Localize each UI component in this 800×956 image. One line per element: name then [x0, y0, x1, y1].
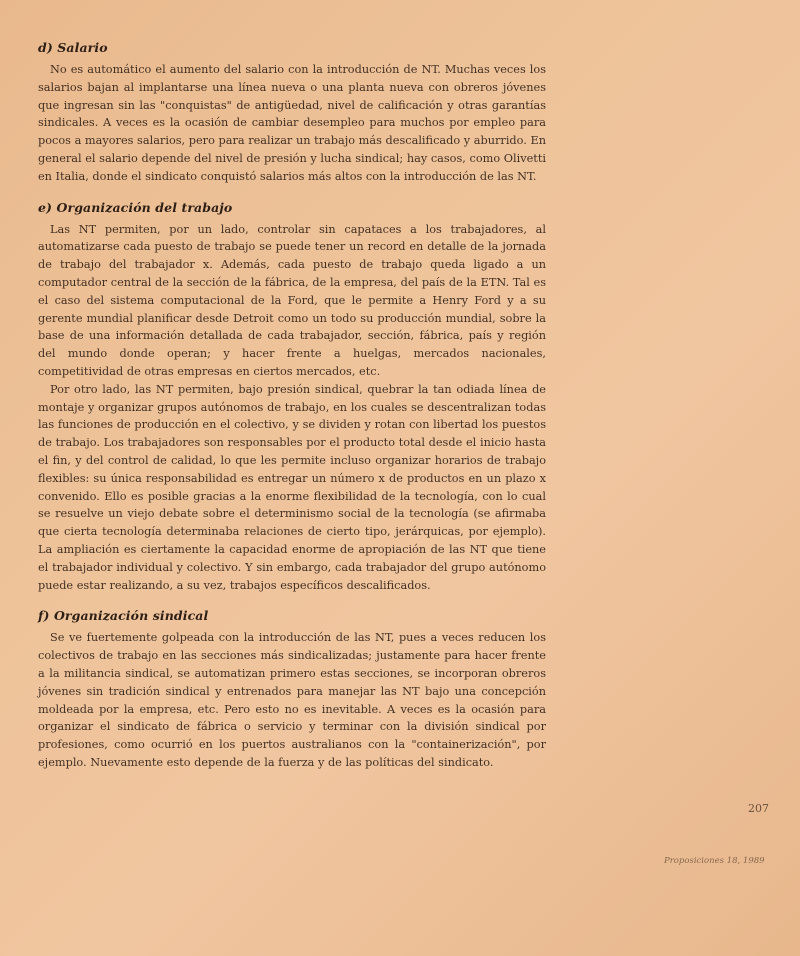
page-number: 207: [748, 802, 769, 815]
paragraph-organizacion-trabajo-2: Por otro lado, las NT permiten, bajo presión sindical, quebrar la tan odiada línea de montaje y organizar grupos autónomos de trabajo, en los cuales se descentralizan todas las funciones de producción en el colectivo, y se dividen y rotan con libertad los puestos de trabajo. Los trabajadores son responsables por el producto total desde el inicio hasta el fin, y del control de calidad, lo que les permite incluso organizar horarios de trabajo flexibles: su única responsabilidad es entregar un número x de productos en un plazo x convenido. Ello es posible gracias a la enorme flexibilidad de la tecnología, con lo cual se resuelve un viejo debate sobre el determinismo social de la tecnología (se afirmaba que cierta tecnología determinaba relaciones de cierto tipo, jerárquicas, por ejemplo). La ampliación es ciertamente la capacidad enorme de apropiación de las NT que tiene el trabajador individual y colectivo. Y sin embargo, cada trabajador del grupo autónomo puede estar realizando, a su vez, trabajos específicos descalificados.: [38, 382, 546, 592]
paragraph-organizacion-trabajo-1: Las NT permiten, por un lado, controlar sin capataces a los trabajadores, al automatizarse cada puesto de trabajo se puede tener un record en detalle de la jornada de trabajo del trabajador x. Además, cada puesto de trabajo queda ligado a un computador central de la sección de la fábrica, de la empresa, del país de la ETN. Tal es el caso del sistema computacional de la Ford, que le permite a Henry Ford y a su gerente mundial planificar desde Detroit como un todo su producción mundial, sobre la base de una información detallada de cada trabajador, sección, fábrica, país y región del mundo donde operan; y hacer frente a huelgas, mercados nacionales, competitividad de otras empresas en ciertos mercados, etc.: [38, 222, 546, 378]
footer-source: Proposiciones 18, 1989: [664, 856, 765, 866]
paragraph-salario: No es automático el aumento del salario con la introducción de NT. Muchas veces los salarios bajan al implantarse una línea nueva o una planta nueva con obreros jóvenes que ingresan sin las "conquistas" de antigüedad, nivel de calificación y otras garantías sindicales. A veces es la ocasión de cambiar desempleo para muchos por empleo para pocos a mayores salarios, pero para realizar un trabajo más descalificado y aburrido. En general el salario depende del nivel de presión y lucha sindical; hay casos, como Olivetti en Italia, donde el sindicato conquistó salarios más altos con la introducción de las NT.: [38, 63, 546, 183]
section-heading-organizacion-trabajo: e) Organización del trabajo: [38, 199, 233, 215]
section-heading-organizacion-sindical: f) Organización sindical: [38, 608, 209, 624]
text-column: [38, 40, 546, 772]
section-heading-salario: d) Salario: [38, 40, 108, 55]
paragraph-organizacion-sindical: Se ve fuertemente golpeada con la introducción de las NT, pues a veces reducen los colectivos de trabajo en las secciones más sindicalizadas; justamente para hacer frente a la militancia sindical, se automatizan primero estas secciones, se incorporan obreros jóvenes sin tradición sindical y entrenados para manejar las NT bajo una concepción moldeada por la empresa, etc. Pero esto no es inevitable. A veces es la ocasión para organizar el sindicato de fábrica o servicio y terminar con la división sindical por profesiones, como ocurrió en los puertos australianos con la "containerización", por ejemplo. Nuevamente esto depende de la fuerza y de las políticas del sindicato.: [38, 631, 546, 769]
